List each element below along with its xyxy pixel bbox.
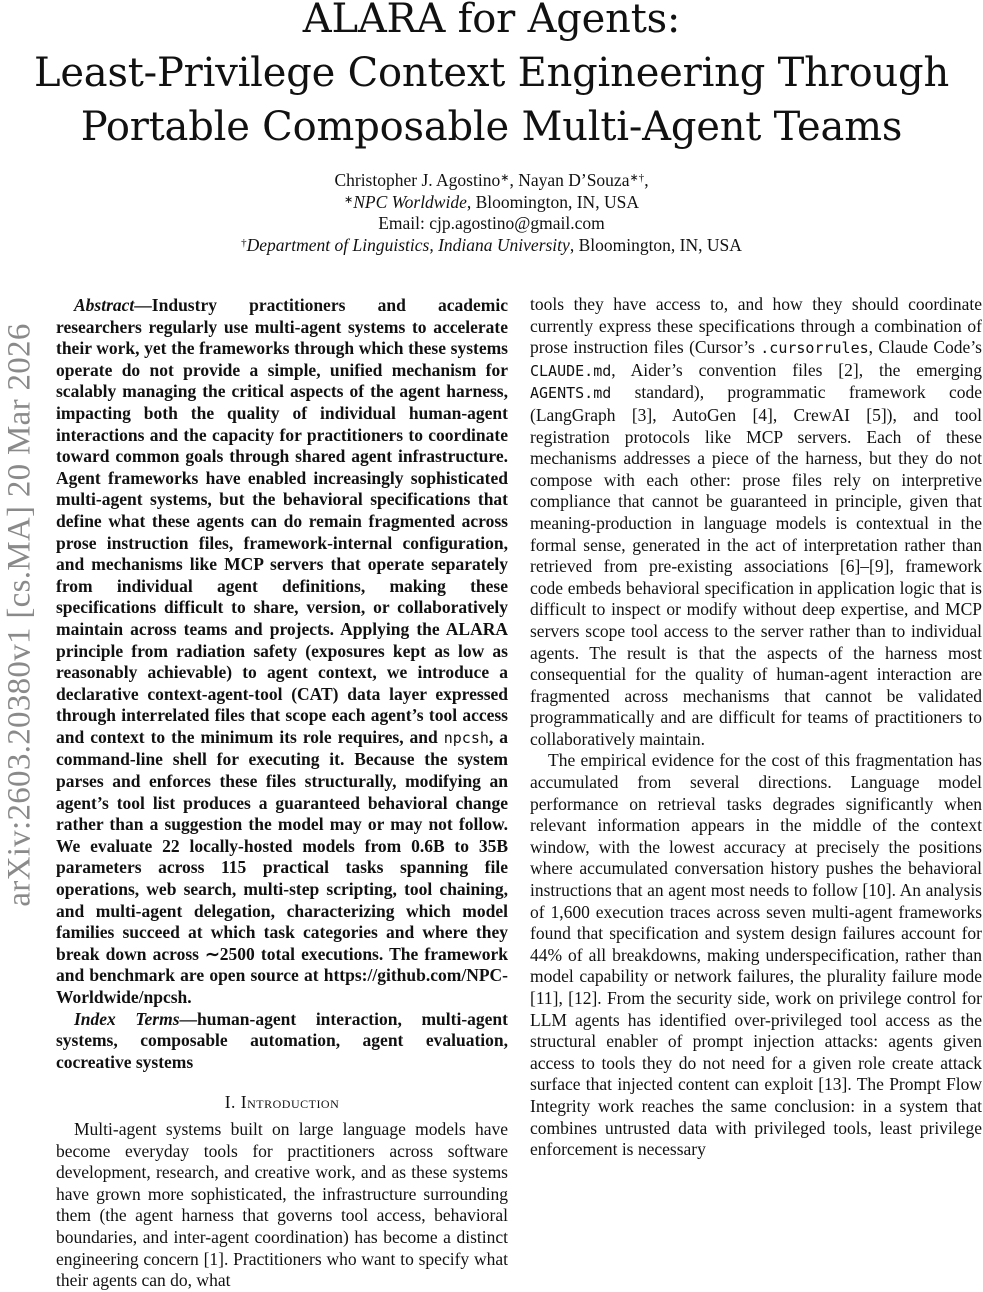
arxiv-identifier: arXiv:2603.20380v1 [cs.MA] 20 Mar 2026 — [1, 323, 38, 907]
abstract — [56, 295, 508, 1009]
paragraph: Multi-agent systems built on large language models have become everyday tools for practitioners across software development, research, and creative work, and as these systems have grown more sophisticated, the infrastructure surrounding them (the agent harness that governs tool access, behavioral boundaries, and inter-agent coordination) has become a distinct engineering concern [1]. Practitioners who want to specify what their agents can do, what — [56, 1118, 508, 1291]
abstract-label: Abstract — [74, 295, 135, 315]
abstract-text: , a command-line shell for executing it. Because the system parses and enforces these files structurally, modifying an agent’s tool list produces a guaranteed behavioral change rather than a suggestion the model may or may not follow. We evaluate 22 locally-hosted models from 0.6B to 35B parameters across 115 practical tasks spanning file operations, web search, multi-step scripting, tool chaining, and multi-agent delegation, characterizing which model families succeed at which task categories and where they break down across ∼2500 total executions. The framework and benchmark are open source at https://github.com/NPC-Worldwide/npcsh. — [56, 726, 509, 1007]
affiliation-mark: † — [241, 236, 247, 249]
section-heading: I. Introduction — [224, 1092, 340, 1113]
paragraph: The empirical evidence for the cost of this fragmentation has accumulated from several directions. Language model performance on retrieval tasks degrades significantly when relevant information appears in the middle of the context window, with the lowest accuracy at precisely the positions where accumulated conversation history pushes the behavioral instructions that an agent most needs to follow [10]. An analysis of 1,600 execution traces across seven multi-agent frameworks found that specification and system design failures account for 44% of all breakdowns, making underspecification, rather than model capability or network failures, the plurality failure mode [11], [12]. From the security side, work on privilege control for LLM agents has identified over-privileged tool access as the structural enabler of prompt injection attacks: agents given access to tools they do not need for a given role create attack surface that injected content can exploit [13]. The Prompt Flow Integrity work reaches the same conclusion: in a system that combines untrusted data with privileged tools, least privilege enforcement is necessary — [530, 750, 982, 1160]
index-terms-text: —human-agent interaction, multi-agent systems, composable automation, agent evaluation, cocreative systems — [56, 1008, 508, 1072]
paragraph — [530, 294, 982, 750]
affiliation-location: , Bloomington, IN, USA — [569, 234, 742, 255]
right-column — [530, 294, 982, 1161]
paragraph-text: , Aider’s convention files [2], the emerging — [611, 359, 982, 380]
affiliation-mark: ∗ — [344, 193, 354, 206]
affiliation-org: Department of Linguistics, Indiana University — [246, 234, 570, 255]
email-line — [0, 213, 983, 235]
affiliation-line — [0, 235, 983, 257]
author-separator: , — [644, 170, 649, 190]
paragraph-text: tools they have access to, and how they should coordinate currently express these specifications through a combination of prose instruction files (Cursor’s — [530, 294, 982, 358]
author-mark: ∗† — [629, 172, 645, 184]
inline-code: .cursorrules — [760, 339, 869, 358]
affiliation-location: , Bloomington, IN, USA — [466, 191, 639, 212]
affiliation-line — [0, 192, 983, 214]
index-terms — [56, 1009, 508, 1074]
inline-code: CLAUDE.md — [530, 361, 612, 380]
author-line — [0, 170, 983, 192]
author-name: Christopher J. Agostino — [334, 170, 501, 190]
author-block — [0, 170, 983, 256]
email-address[interactable]: cjp.agostino@gmail.com — [429, 213, 605, 233]
author-mark: ∗ — [500, 172, 510, 184]
paper-title — [0, 0, 983, 154]
index-terms-label: Index Terms — [74, 1008, 180, 1029]
author-name: Nayan D’Souza — [518, 170, 630, 190]
affiliation-org: NPC Worldwide — [353, 191, 467, 212]
email-label: Email: — [378, 213, 430, 233]
inline-code: npcsh — [443, 728, 489, 747]
author-separator: , — [509, 170, 519, 190]
title-line-1: ALARA for Agents: — [302, 0, 681, 42]
arxiv-sidebar — [0, 290, 40, 940]
title-line-2: Least-Privilege Context Engineering Through — [33, 50, 950, 96]
abstract-text: —Industry practitioners and academic researchers regularly use multi-agent systems to accelerate their work, yet the frameworks through which these systems operate do not provide a simple, unified mechanism for scalably managing the critical aspects of the agent harness, impacting both the quality of individual human-agent interactions and the capacity for practitioners to coordinate toward common goals through shared agent infrastructure. Agent frameworks have enabled increasingly sophisticated multi-agent systems, but the behavioral specifications that define what these agents can do remain fragmented across prose instruction files, framework-internal configuration, and mechanisms like MCP servers that operate separately from individual agent definitions, making these specifications difficult to share, version, or collaboratively maintain across teams and projects. Applying the ALARA principle from radiation safety (exposures kept as low as reasonably achievable) to agent context, we introduce a declarative context-agent-tool (CAT) data layer expressed through interrelated files that scope each agent’s tool access and context to the minimum its role requires, and — [56, 295, 508, 747]
paragraph-text: , Claude Code’s — [868, 337, 982, 358]
paragraph-text: standard), programmatic framework code (LangGraph [3], AutoGen [4], CrewAI [5]), and tool registration protocols like MCP servers. Each of these mechanisms addresses a piece of the harness, but they do not compose with each other: prose files rely on interpretive compliance that cannot be guaranteed in principle, given that meaning-production in language models is contextual in the formal sense, generated in the act of interpretation rather than retrieved from pre-existing associations [6]–[9], framework code embeds behavioral specification in application logic that is difficult to inspect or modify without deep expertise, and MCP servers scope tool access to the server rather than to individual agents. The result is that the aspects of the harness most consequential for the quality of human-agent interaction are fragmented across mechanisms that cannot be validated programmatically and are difficult for teams of practitioners to collaboratively maintain. — [530, 382, 982, 749]
left-column — [56, 295, 508, 1292]
title-line-3: Portable Composable Multi-Agent Teams — [80, 104, 903, 150]
inline-code: AGENTS.md — [530, 384, 612, 403]
